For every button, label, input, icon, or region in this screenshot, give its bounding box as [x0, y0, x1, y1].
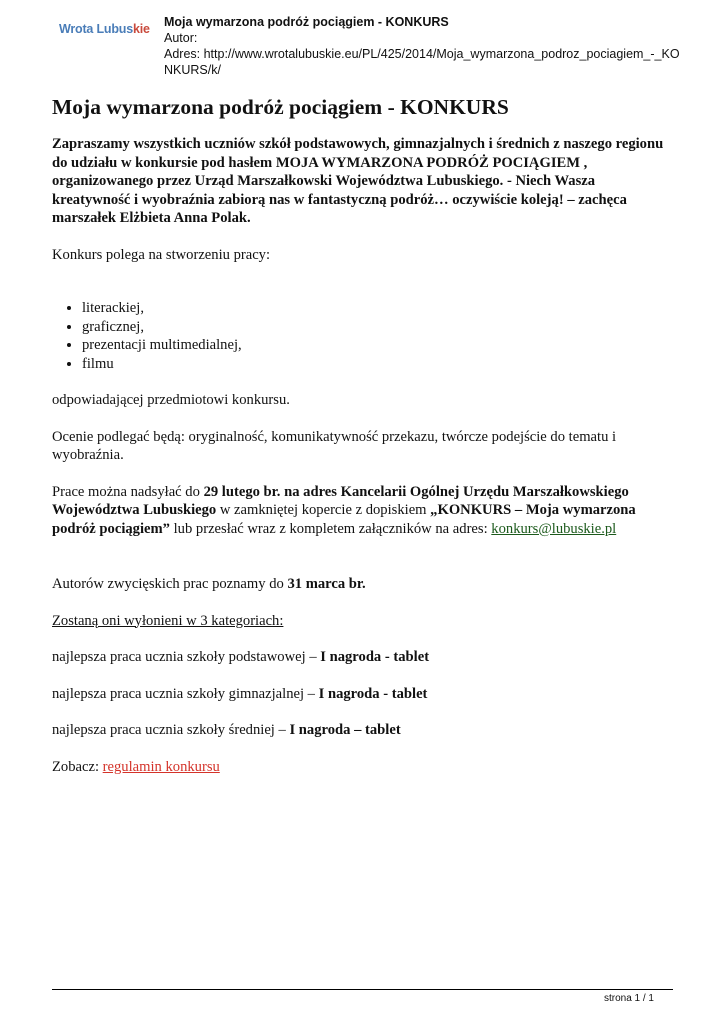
- category-line: najlepsza praca ucznia szkoły średniej – I nagroda – tablet: [52, 722, 401, 738]
- list-item: • literackiej,: [82, 299, 672, 318]
- category-line: najlepsza praca ucznia szkoły gimnazjalnej – I nagroda - tablet: [52, 685, 428, 702]
- site-logo: Wrota Lubuskie: [59, 22, 150, 36]
- categories-heading: Zostaną oni wyłonieni w 3 kategoriach:: [52, 612, 284, 629]
- page-number: strona 1 / 1: [603, 993, 654, 1004]
- article-body: [52, 94, 672, 776]
- header-author: Autor:: [164, 31, 198, 45]
- task-intro: Konkurs polega na stworzeniu pracy:: [52, 246, 271, 263]
- header-title: Moja wymarzona podróż pociągiem - KONKURS: [164, 15, 449, 29]
- task-outro: odpowiadającej przedmiotowi konkursu.: [52, 392, 290, 408]
- regulations-link[interactable]: regulamin konkursu: [102, 758, 220, 775]
- submission-paragraph: Prace można nadsyłać do 29 lutego br. na adres Kancelarii Ogólnej Urzędu Marszałkowskiego Województwa Lubuskiego w zamkniętej kopercie z dopiskiem „KONKURS – Moja wymarzona podróż pociągiem” lub przesłać wraz z kompletem załączników na adres: konkurs@lubuskie.pl: [52, 483, 636, 537]
- email-link[interactable]: konkurs@lubuskie.pl: [491, 520, 617, 537]
- header-address: Adres: http://www.wrotalubuskie.eu/PL/425/2014/Moja_wymarzona_podroz_pociagiem_-_KONKURS/k/: [164, 47, 680, 77]
- page-title: Moja wymarzona podróż pociągiem - KONKURS: [52, 95, 509, 119]
- category-line: najlepsza praca ucznia szkoły podstawowej – I nagroda - tablet: [52, 649, 430, 665]
- list-item: • graficznej,: [82, 318, 672, 337]
- see-also: Zobacz: regulamin konkursu: [52, 758, 220, 775]
- criteria-paragraph: Ocenie podlegać będą: oryginalność, komunikatywność przekazu, twórcze podejście do tematu i wyobraźnia.: [52, 428, 617, 463]
- document-header: [0, 0, 725, 82]
- work-types-list: [52, 299, 672, 373]
- list-item: • filmu: [82, 355, 672, 374]
- header-meta: [164, 14, 684, 78]
- winners-paragraph: Autorów zwycięskich prac poznamy do 31 marca br.: [52, 576, 366, 592]
- list-item: • prezentacji multimedialnej,: [82, 336, 672, 355]
- intro-paragraph: Zapraszamy wszystkich uczniów szkół podstawowych, gimnazjalnych i średnich z naszego regionu do udziału w konkursie pod hasłem MOJA WYMARZONA PODRÓŻ POCIĄGIEM , organizowanego przez Urząd Marszałkowski Województwa Lubuskiego. - Niech Wasza kreatywność i wyobraźnia zabiorą nas w fantastyczną podróż… oczywiście koleją! – zachęca marszałek Elżbieta Anna Polak.: [52, 136, 664, 226]
- footer-divider: [52, 989, 673, 990]
